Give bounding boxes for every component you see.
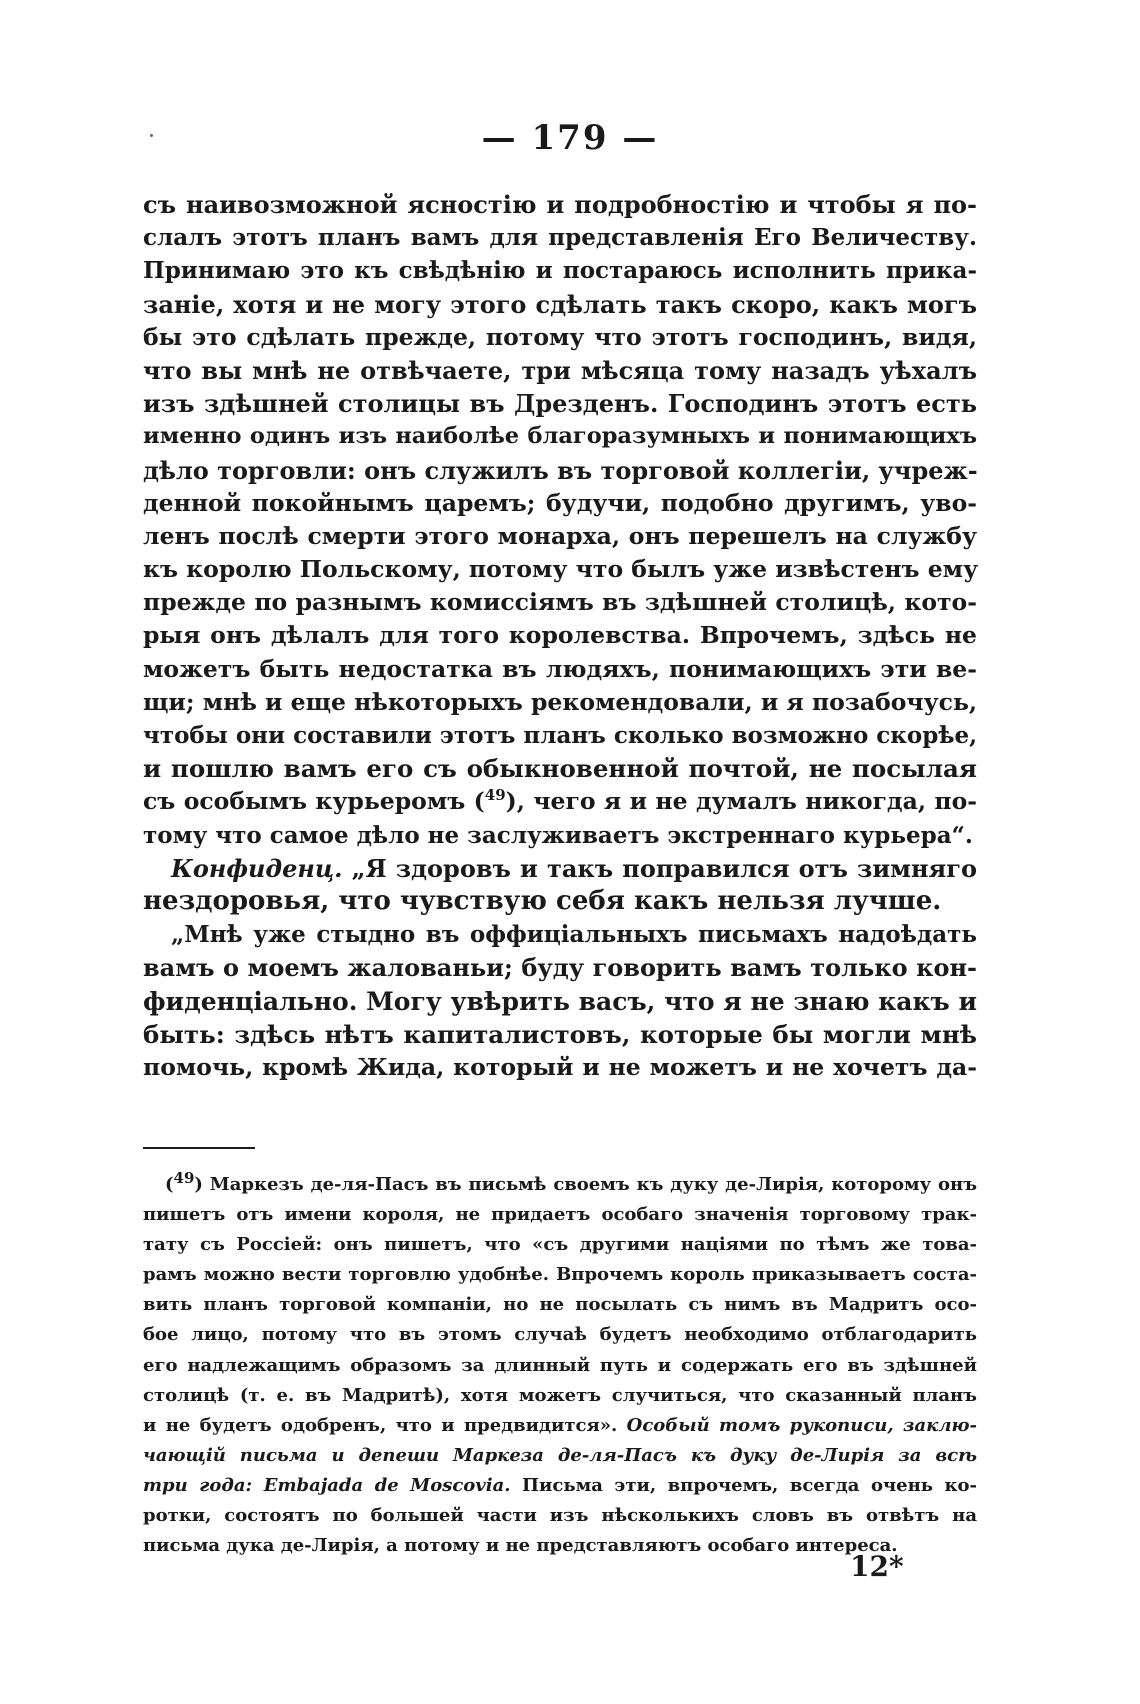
footnote-line: пишетъ отъ имени короля, не придаетъ особаго значенія торговому трак-	[143, 1204, 977, 1226]
footnote-line: его надлежащимъ образомъ за длинный путь и содержать его въ здѣшней	[143, 1354, 977, 1376]
text-line: рыя онъ дѣлалъ для того королевства. Впрочемъ, здѣсь не	[143, 621, 977, 650]
footnote-line: вить планъ торговой компаніи, но не посылать съ нимъ въ Мадритъ осо-	[143, 1294, 977, 1316]
text-line: тому что самое дѣло не заслуживаетъ экстреннаго курьера“.	[143, 821, 973, 849]
text-fragment: съ особымъ курьеромъ (	[143, 787, 485, 816]
footnote-marker: 49	[173, 1169, 195, 1187]
text-line: къ королю Польскому, потому что былъ уже извѣстенъ ему	[143, 555, 979, 584]
footnote-line	[143, 1411, 977, 1441]
text-fragment: чающій письма и депеши Маркеза де-ля-Пасъ къ дуку де-Лирія за всѣ	[143, 1444, 977, 1466]
footnote-line: тату съ Россіей: онъ пишетъ, что «съ другими націями по тѣмъ же това-	[143, 1234, 977, 1256]
text-line: вамъ о моемъ жалованьи; буду говорить вамъ только кон-	[143, 953, 977, 983]
text-line: съ наивозможной ясностію и подробностію и чтобы я по-	[143, 190, 977, 219]
footnote-line	[143, 1471, 977, 1501]
text-line: „Мнѣ уже стыдно въ оффиціальныхъ письмахъ надоѣдать	[171, 921, 977, 949]
footnote-line: рамъ можно вести торговлю удобнѣе. Впрочемъ король приказываетъ соста-	[143, 1264, 977, 1286]
text-line: дѣло торговли: онъ служилъ въ торговой коллегіи, учреж-	[143, 455, 978, 485]
text-line: бы это сдѣлать прежде, потому что этотъ господинъ, видя,	[143, 322, 977, 351]
footnote-reference[interactable]: 49	[484, 786, 506, 805]
text-line: прежде по разнымъ комиссіямъ въ здѣшней столицѣ, кото-	[143, 588, 977, 617]
text-line: можетъ быть недостатка въ людяхъ, понимающихъ эти ве-	[143, 654, 977, 683]
page-number: — 179 —	[481, 118, 659, 158]
text-line: чтобы они составили этотъ планъ сколько возможно скорѣе,	[143, 722, 978, 749]
text-fragment: Особый томъ рукописи, заклю-	[626, 1414, 977, 1436]
text-line: заніе, хотя и не могу этого сдѣлать такъ скоро, какъ могъ	[143, 289, 977, 319]
text-line: щи; мнѣ и еще нѣкоторыхъ рекомендовали, и я позабочусь,	[143, 687, 978, 716]
footnote	[143, 1170, 977, 1561]
text-line: нездоровья, что чувствую себя какъ нельзя лучше.	[143, 885, 942, 916]
text-line: денной покойнымъ царемъ; будучи, подобно другимъ, уво-	[143, 488, 977, 517]
signature-mark: 12*	[850, 1550, 904, 1583]
text-line: изъ здѣшней столицы въ Дрезденъ. Господинъ этотъ есть	[143, 389, 977, 419]
text-line	[143, 785, 977, 818]
text-fragment: Письма эти, впрочемъ, всегда очень ко-	[510, 1474, 977, 1496]
text-fragment: ), чего я и не думалъ никогда, по-	[505, 787, 977, 816]
text-line: ленъ послѣ смерти этого монарха, онъ перешелъ на службу	[143, 521, 977, 550]
footnote-line: ротки, состоятъ по большей части изъ нѣсколькихъ словъ въ отвѣтъ на	[143, 1505, 977, 1527]
text-line: Принимаю это къ свѣдѣнію и постараюсь исполнить прика-	[143, 257, 977, 285]
footnote-open-paren: (	[165, 1174, 174, 1195]
footnote-line	[143, 1441, 977, 1471]
text-fragment: три года: Embajada de Moscovia.	[143, 1474, 511, 1496]
text-line: помочь, кромѣ Жида, который и не можетъ и не хочетъ да-	[143, 1052, 977, 1081]
text-line	[143, 852, 977, 885]
footnote-line	[143, 1170, 977, 1200]
text-line: и пошлю вамъ его съ обыкновенной почтой, не посылая	[143, 754, 977, 784]
footnote-line: столицѣ (т. е. въ Мадритѣ), хотя можетъ случиться, что сказанный планъ	[143, 1384, 977, 1406]
footnote-line: письма дука де-Лирія, а потому и не представляютъ особаго интереса.	[143, 1535, 898, 1557]
text-fragment: и не будетъ одобренъ, что и предвидится».	[143, 1414, 627, 1436]
text-fragment: ) Маркезъ де-ля-Пасъ въ письмѣ своемъ къ дуку де-Лирія, которому онъ	[194, 1174, 977, 1195]
text-line: быть: здѣсь нѣтъ капиталистовъ, которые бы могли мнѣ	[143, 1019, 977, 1049]
text-fragment: „Я здоровъ и такъ поправился отъ зимняго	[351, 853, 977, 883]
letter-label: Конфиденц.	[171, 853, 343, 883]
text-line: слалъ этотъ планъ вамъ для представленія Его Величеству.	[143, 224, 977, 252]
main-text	[143, 188, 977, 1084]
text-line: именно одинъ изъ наиболѣе благоразумныхъ и понимающихъ	[143, 423, 977, 450]
text-line: фиденціально. Могу увѣрить васъ, что я не знаю какъ и	[143, 986, 977, 1016]
text-line: что вы мнѣ не отвѣчаете, три мѣсяца тому назадъ уѣхалъ	[143, 355, 977, 385]
footnote-line: бое лицо, потому что въ этомъ случаѣ будетъ необходимо отблагодарить	[143, 1324, 977, 1346]
footnote-divider	[143, 1147, 255, 1149]
